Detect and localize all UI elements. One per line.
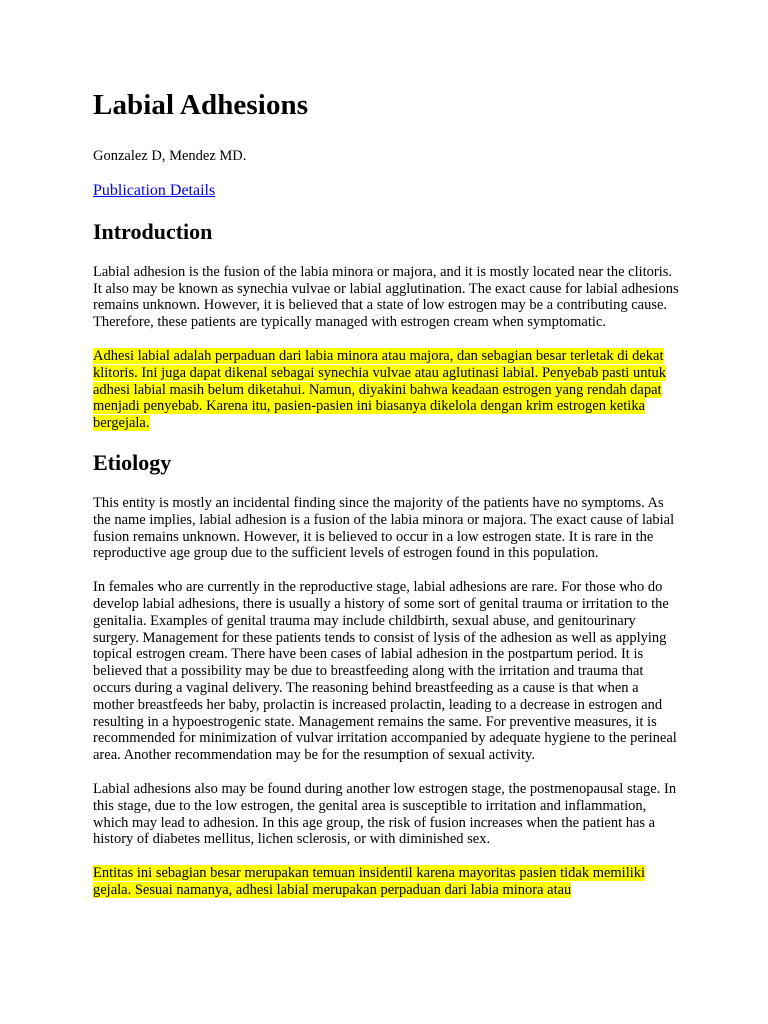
etiology-paragraph-2: In females who are currently in the reproductive stage, labial adhesions are rare. For those who do develop labial adhesions, there is usually a history of some sort of genital trauma or irritation to the genitalia. Examples of genital trauma may include childbirth, sexual abuse, and genitourinary surgery. Management for these patients tends to consist of lysis of the adhesion as well as applying topical estrogen cream. There have been cases of labial adhesion in the postpartum period. It is believed that a possibility may be due to breastfeeding along with the irritation and trauma that occurs during a vaginal delivery. The reasoning behind breastfeeding as a cause is that when a mother breastfeeds her baby, prolactin is increased prolactin, leading to a decrease in estrogen and resulting in a hypoestrogenic state. Management remains the same. For preventive measures, it is recommended for minimization of vulvar irritation accompanied by adequate hygiene to the perineal area. Another recommendation may be for the resumption of sexual activity. [93, 579, 677, 764]
introduction-translation-paragraph [93, 348, 683, 432]
page-title: Labial Adhesions [93, 89, 309, 121]
document-page [93, 88, 683, 899]
etiology-paragraph-3: Labial adhesions also may be found during another low estrogen stage, the postmenopausal stage. In this stage, due to the low estrogen, the genital area is susceptible to irritation and inflammation, which may lead to adhesion. In this age group, the risk of fusion increases when the patient has a history of diabetes mellitus, lichen sclerosis, or with diminished sex. [93, 780, 677, 848]
etiology-paragraph-1: This entity is mostly an incidental finding since the majority of the patients have no symptoms. As the name implies, labial adhesion is a fusion of the labia minora or majora. The exact cause of labial fusion remains unknown. However, it is believed to occur in a low estrogen state. It is rare in the reproductive age group due to the sufficient levels of estrogen found in this population. [93, 494, 675, 562]
highlighted-translation: Adhesi labial adalah perpaduan dari labia minora atau majora, dan sebagian besar terletak di dekat klitoris. Ini juga dapat dikenal sebagai synechia vulvae atau aglutinasi labial. Penyebab pasti untuk adhesi labial masih belum diketahui. Namun, diyakini bahwa keadaan estrogen yang rendah dapat menjadi penyebab. Karena itu, pasien-pasien ini biasanya dikelola dengan krim estrogen ketika bergejala. [93, 347, 666, 432]
etiology-heading: Etiology [93, 449, 172, 475]
authors-line: Gonzalez D, Mendez MD. [93, 148, 247, 164]
publication-details-link[interactable]: Publication Details [93, 181, 216, 199]
etiology-translation-paragraph [93, 865, 683, 899]
introduction-paragraph: Labial adhesion is the fusion of the labia minora or majora, and it is mostly located near the clitoris. It also may be known as synechia vulvae or labial agglutination. The exact cause for labial adhesions remains unknown. However, it is believed that a state of low estrogen may be a contributing cause. Therefore, these patients are typically managed with estrogen cream when symptomatic. [93, 263, 679, 331]
introduction-heading: Introduction [93, 218, 213, 244]
highlighted-translation: Entitas ini sebagian besar merupakan temuan insidentil karena mayoritas pasien tidak memiliki gejala. Sesuai namanya, adhesi labial merupakan perpaduan dari labia minora atau [93, 865, 646, 898]
